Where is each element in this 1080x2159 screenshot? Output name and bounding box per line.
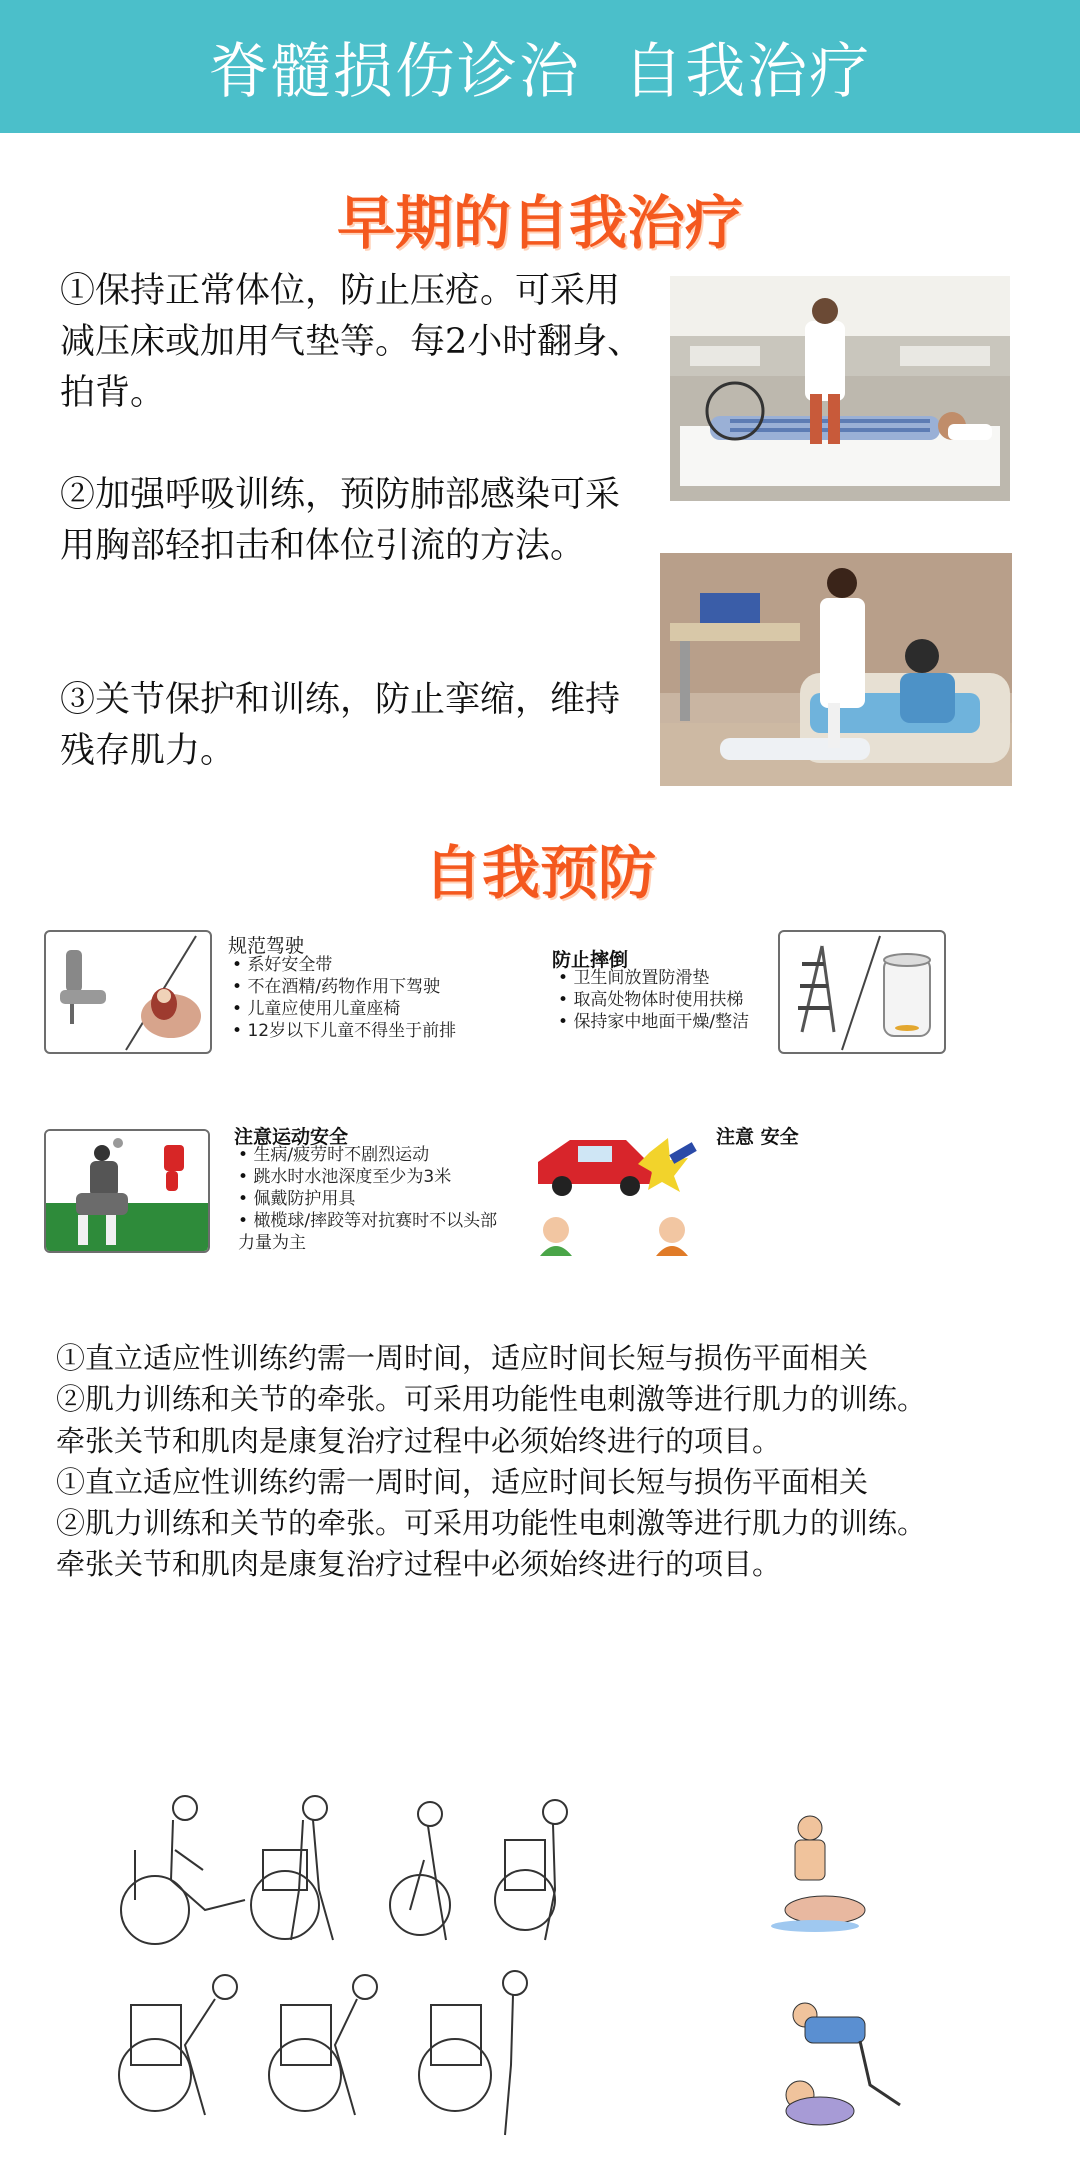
list-item: • 保持家中地面干燥/整洁 [558,1011,749,1033]
list-item: • 不在酒精/药物作用下驾驶 [232,976,456,998]
header-bar [0,0,1080,133]
list-item: • 系好安全带 [232,954,456,976]
drive-safety-list [232,954,456,1042]
training-paragraph: ②肌力训练和关节的牵张。可采用功能性电刺激等进行肌力的训练。牵张关节和肌肉是康复治疗过程中必须始终进行的项目。 [56,1382,927,1458]
ward-bed-photo [670,276,1010,501]
early-treatment-heading: 早期的自我治疗 [336,189,743,257]
fall-prevention-title: 防止摔倒 [552,949,629,971]
training-paragraph: ②肌力训练和关节的牵张。可采用功能性电刺激等进行肌力的训练。牵张关节和肌肉是康复治疗过程中必须始终进行的项目。 [56,1506,927,1582]
training-paragraph: ①直立适应性训练约需一周时间，适应时间长短与损伤平面相关 [56,1464,869,1499]
list-item: • 佩戴防护用具 [238,1188,498,1210]
drive-safety-title: 规范驾驶 [228,935,305,957]
first-aid-illustration-bottom [760,1995,910,2149]
list-item: • 跳水时水池深度至少为3米 [238,1166,498,1188]
list-item: • 橄榄球/摔跤等对抗赛时不以头部力量为主 [238,1210,498,1254]
traffic-accident-illustration [530,1118,710,1262]
list-item: • 取高处物体时使用扶梯 [558,989,749,1011]
list-item: • 儿童应使用儿童座椅 [232,998,456,1020]
general-safety-title: 注意 安全 [716,1126,799,1148]
recliner-patient-photo [660,553,1012,786]
prevention-heading: 自我预防 [423,839,656,907]
training-text [56,1338,936,1586]
first-aid-illustration-top [745,1810,885,1954]
sport-safety-illustration [44,1129,210,1253]
training-paragraph: ①直立适应性训练约需一周时间，适应时间长短与损伤平面相关 [56,1341,869,1375]
list-item: • 生病/疲劳时不剧烈运动 [238,1144,498,1166]
page-title: 脊髓损伤诊治 自我治疗 [208,36,872,107]
car-seat-illustration [44,930,212,1054]
sport-safety-list [238,1144,498,1254]
list-item: • 卫生间放置防滑垫 [558,967,749,989]
treatment-item-1: ①保持正常体位，防止压疮。可采用减压床或加用气垫等。每2小时翻身、拍背。 [60,271,643,413]
treatment-item-3: ③关节保护和训练，防止挛缩，维持残存肌力。 [60,680,621,771]
wheelchair-transfer-illustrations [115,1790,615,2159]
treatment-item-2: ②加强呼吸训练，预防肺部感染可采用胸部轻扣击和体位引流的方法。 [60,475,621,566]
ladder-illustration [778,930,946,1054]
list-item: • 12岁以下儿童不得坐于前排 [232,1020,456,1042]
fall-prevention-list [558,967,749,1033]
sport-safety-title: 注意运动安全 [234,1126,349,1148]
